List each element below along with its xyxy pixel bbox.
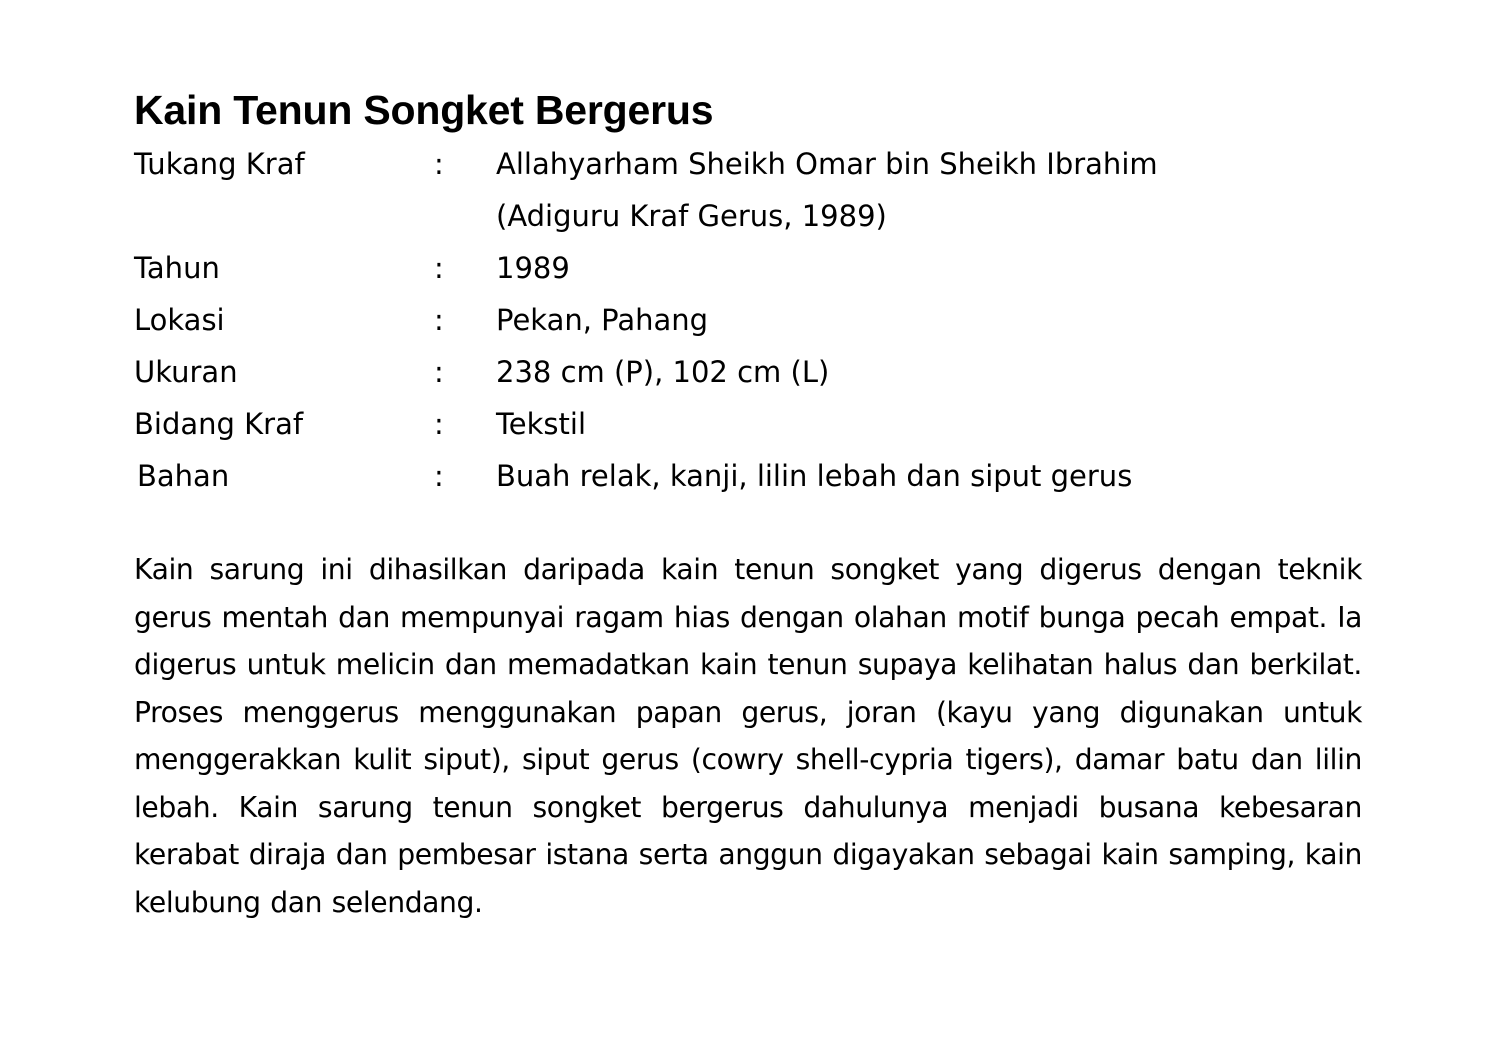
- detail-separator: :: [434, 303, 444, 337]
- detail-row-lokasi: [134, 294, 1362, 346]
- detail-value: 1989: [496, 251, 570, 285]
- detail-label: Tahun: [134, 251, 220, 285]
- details-list: [134, 138, 1362, 502]
- detail-row-tahun: [134, 242, 1362, 294]
- detail-separator: :: [434, 459, 444, 493]
- detail-separator: :: [434, 355, 444, 389]
- detail-separator: :: [434, 251, 444, 285]
- detail-value: [496, 138, 1362, 242]
- document-page: [134, 86, 1362, 954]
- detail-value-line: (Adiguru Kraf Gerus, 1989): [496, 199, 887, 233]
- description-paragraph: Kain sarung ini dihasilkan daripada kain tenun songket yang digerus dengan teknik gerus mentah dan mempunyai ragam hias dengan olahan motif bunga pecah empat. Ia digerus untuk melicin dan memadatkan kain tenun supaya kelihatan halus dan berkilat. Proses menggerus menggunakan papan gerus, joran (kayu yang digunakan untuk menggerakkan kulit siput), siput gerus (cowry shell-cypria tigers), damar batu dan lilin lebah. Kain sarung tenun songket bergerus dahulunya menjadi busana kebesaran kerabat diraja dan pembesar istana serta anggun digayakan sebagai kain samping, kain kelubung dan selendang.: [134, 553, 1362, 919]
- detail-row-bidang-kraf: [134, 398, 1362, 450]
- detail-label: Lokasi: [134, 303, 225, 337]
- detail-separator: :: [434, 147, 444, 181]
- detail-label: Ukuran: [134, 355, 238, 389]
- detail-separator: :: [434, 407, 444, 441]
- detail-value: Pekan, Pahang: [496, 303, 709, 337]
- document-title: Kain Tenun Songket Bergerus: [134, 87, 714, 133]
- detail-row-ukuran: [134, 346, 1362, 398]
- detail-value: Buah relak, kanji, lilin lebah dan siput gerus: [496, 459, 1133, 493]
- detail-value: 238 cm (P), 102 cm (L): [496, 355, 830, 389]
- detail-value-line: Allahyarham Sheikh Omar bin Sheikh Ibrahim: [496, 147, 1158, 181]
- detail-label: Bidang Kraf: [134, 407, 304, 441]
- detail-value: Tekstil: [496, 407, 587, 441]
- detail-row-bahan: [134, 450, 1362, 502]
- detail-label: Bahan: [137, 459, 230, 493]
- detail-label: Tukang Kraf: [134, 147, 305, 181]
- detail-row-tukang-kraf: [134, 138, 1362, 242]
